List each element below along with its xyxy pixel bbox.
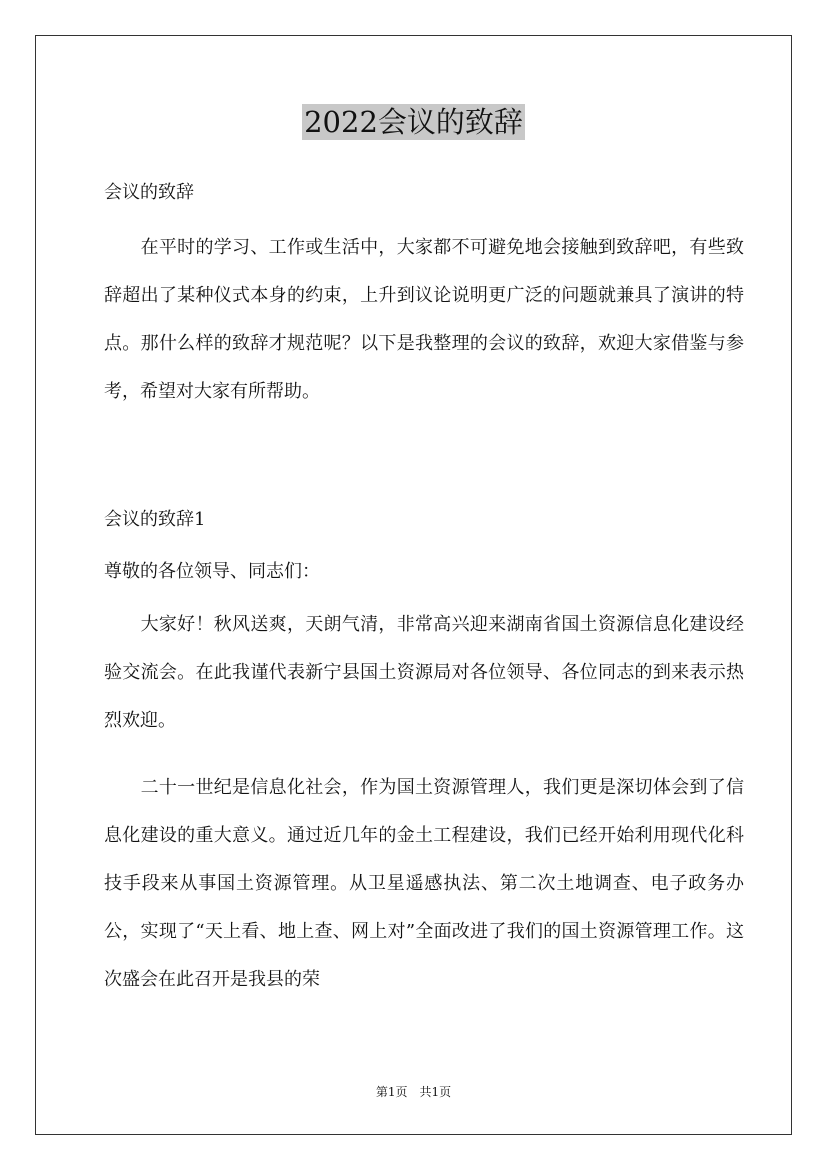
title-container (0, 104, 827, 140)
salutation: 尊敬的各位领导、同志们： (104, 561, 320, 582)
paragraph-1: 大家好！秋风送爽，天朗气清，非常高兴迎来湖南省国土资源信息化建设经验交流会。在此我谨代表新宁县国土资源局对各位领导、各位同志的到来表示热烈欢迎。 (104, 614, 744, 731)
section-heading: 会议的致辞1 (104, 509, 206, 530)
paragraph-2: 二十一世纪是信息化社会，作为国土资源管理人，我们更是深切体会到了信息化建设的重大意义。通过近几年的金土工程建设，我们已经开始利用现代化科技手段来从事国土资源管理。从卫星遥感执法、第二次土地调查、电子政务办公，实现了“天上看、地上查、网上对”全面改进了我们的国土资源管理工作。这次盛会在此召开是我县的荣 (104, 777, 744, 990)
subtitle: 会议的致辞 (104, 182, 194, 203)
document-title: 2022会议的致辞 (304, 105, 523, 139)
intro-paragraph: 在平时的学习、工作或生活中，大家都不可避免地会接触到致辞吧，有些致辞超出了某种仪式本身的约束，上升到议论说明更广泛的问题就兼具了演讲的特点。那什么样的致辞才规范呢？以下是我整理的会议的致辞，欢迎大家借鉴与参考，希望对大家有所帮助。 (104, 237, 744, 402)
page-footer: 第1页 共1页 (375, 1085, 452, 1099)
